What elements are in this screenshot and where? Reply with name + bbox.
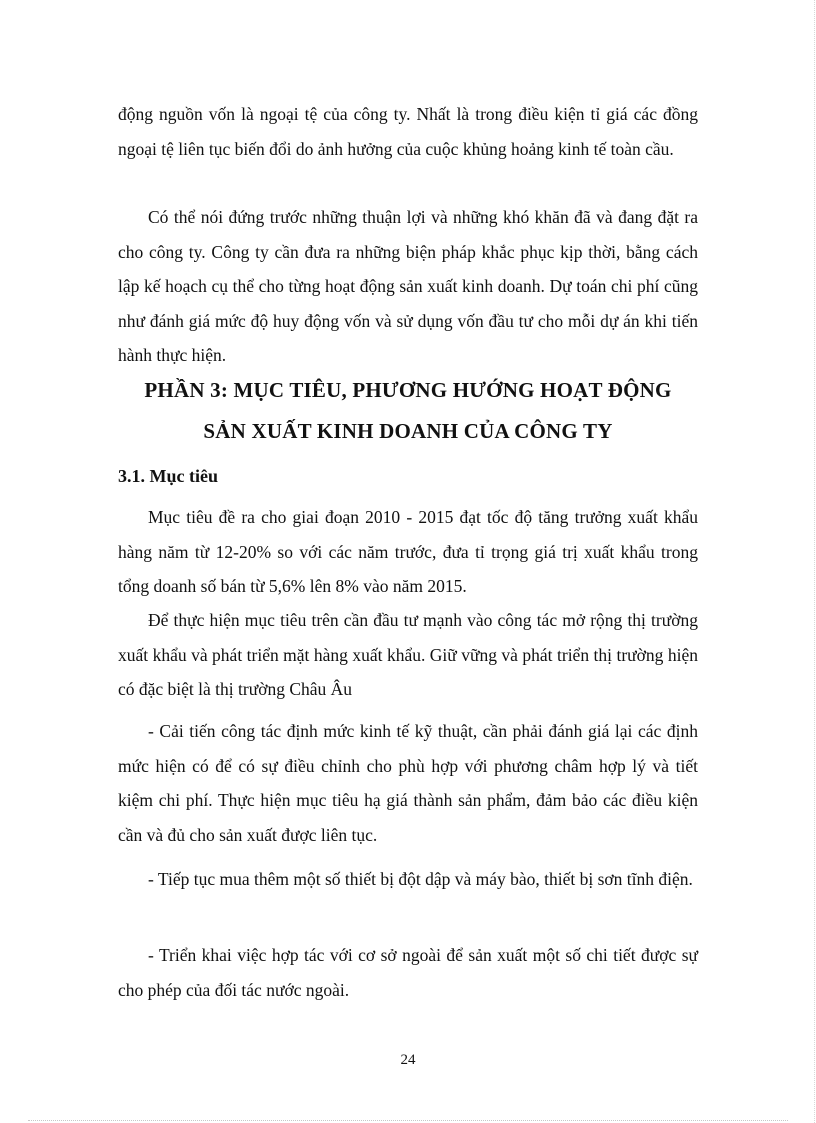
- paragraph-market-expansion: Để thực hiện mục tiêu trên cần đầu tư mạnh vào công tác mở rộng thị trường xuất khẩu và phát triển mặt hàng xuất khẩu. Giữ vững và phát triển thị trường hiện có đặc biệt là thị trường Châu Âu: [118, 610, 698, 699]
- paragraph-currency-risk: động nguồn vốn là ngoại tệ của công ty. Nhất là trong điều kiện tỉ giá các đồng ngoại tệ liên tục biến đổi do ảnh hưởng của cuộc khủng hoảng kinh tế toàn cầu.: [118, 104, 698, 159]
- section-title-line-2: SẢN XUẤT KINH DOANH CỦA CÔNG TY: [203, 419, 613, 443]
- bullet-cooperation: - Triển khai việc hợp tác với cơ sở ngoài để sản xuất một số chi tiết được sự cho phép của đối tác nước ngoài.: [118, 945, 698, 1000]
- paragraph-objectives: Mục tiêu đề ra cho giai đoạn 2010 - 2015 đạt tốc độ tăng trưởng xuất khẩu hàng năm từ 12-20% so với các năm trước, đưa tỉ trọng giá trị xuất khẩu trong tổng doanh số bán từ 5,6% lên 8% vào năm 2015.: [118, 507, 698, 596]
- page-bottom-border: [28, 1120, 788, 1121]
- subsection-title: 3.1. Mục tiêu: [118, 466, 218, 486]
- paragraph-difficulties: Có thể nói đứng trước những thuận lợi và những khó khăn đã và đang đặt ra cho công ty. Công ty cần đưa ra những biện pháp khắc phục kịp thời, bằng cách lập kế hoạch cụ thể cho từng hoạt động sản xuất kinh doanh. Dự toán chi phí cũng như đánh giá mức độ huy động vốn và sử dụng vốn đầu tư cho mỗi dự án khi tiến hành thực hiện.: [118, 207, 698, 365]
- page-number: 24: [400, 1052, 416, 1068]
- bullet-cost-norms: - Cải tiến công tác định mức kinh tế kỹ thuật, cần phải đánh giá lại các định mức hiện có để có sự điều chỉnh cho phù hợp với phương châm hợp lý và tiết kiệm chi phí. Thực hiện mục tiêu hạ giá thành sản phẩm, đảm bảo các điều kiện cần và đủ cho sản xuất được liên tục.: [118, 721, 698, 845]
- section-title-line-1: PHẦN 3: MỤC TIÊU, PHƯƠNG HƯỚNG HOẠT ĐỘNG: [144, 378, 672, 402]
- bullet-equipment: - Tiếp tục mua thêm một số thiết bị đột dập và máy bào, thiết bị sơn tĩnh điện.: [148, 869, 693, 889]
